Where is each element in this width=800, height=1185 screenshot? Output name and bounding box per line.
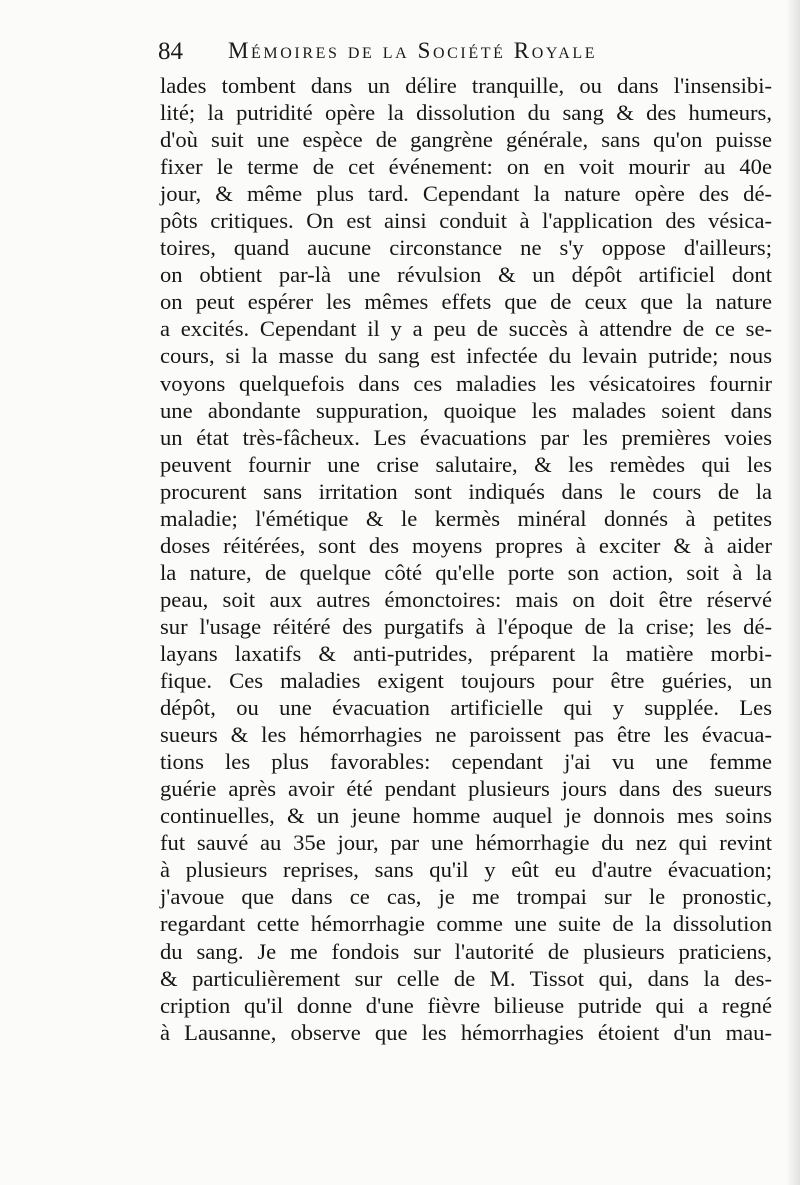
text-line: tions les plus favorables: cependant j'ai vu une femme (160, 749, 772, 775)
text-line: pôts critiques. On est ainsi conduit à l'application des vésica- (160, 208, 772, 234)
page-edge-shadow (786, 0, 800, 1185)
text-line: maladie; l'émétique & le kermès minéral donnés à petites (160, 505, 772, 531)
text-line: peau, soit aux autres émonctoires: mais on doit être réservé (160, 586, 772, 612)
text-line: à plusieurs reprises, sans qu'il y eût eu d'autre évacuation; (160, 857, 772, 883)
text-line: peuvent fournir une crise salutaire, & les remèdes qui les (160, 451, 772, 477)
text-line: layans laxatifs & anti-putrides, préparent la matière morbi- (160, 640, 772, 666)
text-line: cription qu'il donne d'une fièvre bilieuse putride qui a regné (160, 992, 772, 1018)
text-line: j'avoue que dans ce cas, je me trompai sur le pronostic, (160, 884, 772, 910)
text-line: lades tombent dans un délire tranquille, ou dans l'insensibi- (160, 73, 772, 98)
text-line: procurent sans irritation sont indiqués dans le cours de la (160, 478, 772, 504)
text-line: sueurs & les hémorrhagies ne paroissent pas être les évacua- (160, 722, 772, 748)
text-line: jour, & même plus tard. Cependant la nature opère des dé- (160, 181, 772, 207)
text-line: on obtient par-là une révulsion & un dépôt artificiel dont (160, 262, 772, 288)
text-line: & particulièrement sur celle de M. Tissot qui, dans la des- (160, 965, 772, 991)
text-line: fut sauvé au 35e jour, par une hémorrhagie du nez qui revint (160, 830, 772, 856)
text-line: on peut espérer les mêmes effets que de ceux que la nature (160, 289, 772, 315)
text-line: regardant cette hémorrhagie comme une suite de la dissolution (160, 911, 772, 937)
text-line: un état très-fâcheux. Les évacuations par les premières voies (160, 424, 772, 450)
running-title: Mémoires de la Société Royale (228, 38, 598, 63)
text-line: fique. Ces maladies exigent toujours pour être guéries, un (160, 668, 772, 694)
text-line: lité; la putridité opère la dissolution du sang & des humeurs, (160, 100, 772, 126)
page-header (158, 38, 718, 72)
text-line: guérie après avoir été pendant plusieurs jours dans des sueurs (160, 776, 772, 802)
text-line: toires, quand aucune circonstance ne s'y oppose d'ailleurs; (160, 235, 772, 261)
text-line: a excités. Cependant il y a peu de succès à attendre de ce se- (160, 316, 772, 342)
text-line: dépôt, ou une évacuation artificielle qui y supplée. Les (160, 695, 772, 721)
text-line: cours, si la masse du sang est infectée du levain putride; nous (160, 343, 772, 369)
text-line: sur l'usage réitéré des purgatifs à l'époque de la crise; les dé- (160, 613, 772, 639)
text-line: continuelles, & un jeune homme auquel je donnois mes soins (160, 803, 772, 829)
text-line: voyons quelquefois dans ces maladies les vésicatoires fournir (160, 370, 772, 396)
text-line: doses réitérées, sont des moyens propres à exciter & à aider (160, 532, 772, 558)
text-line: une abondante suppuration, quoique les malades soient dans (160, 397, 772, 423)
text-line: à Lausanne, observe que les hémorrhagies étoient d'un mau- (160, 1019, 772, 1045)
text-line: d'où suit une espèce de gangrène générale, sans qu'on puisse (160, 127, 772, 153)
body-text (160, 72, 772, 1046)
text-line: du sang. Je me fondois sur l'autorité de plusieurs praticiens, (160, 938, 772, 964)
text-line: la nature, de quelque côté qu'elle porte son action, soit à la (160, 559, 772, 585)
page-number: 84 (158, 38, 183, 65)
text-line: fixer le terme de cet événement: on en voit mourir au 40e (160, 154, 772, 180)
